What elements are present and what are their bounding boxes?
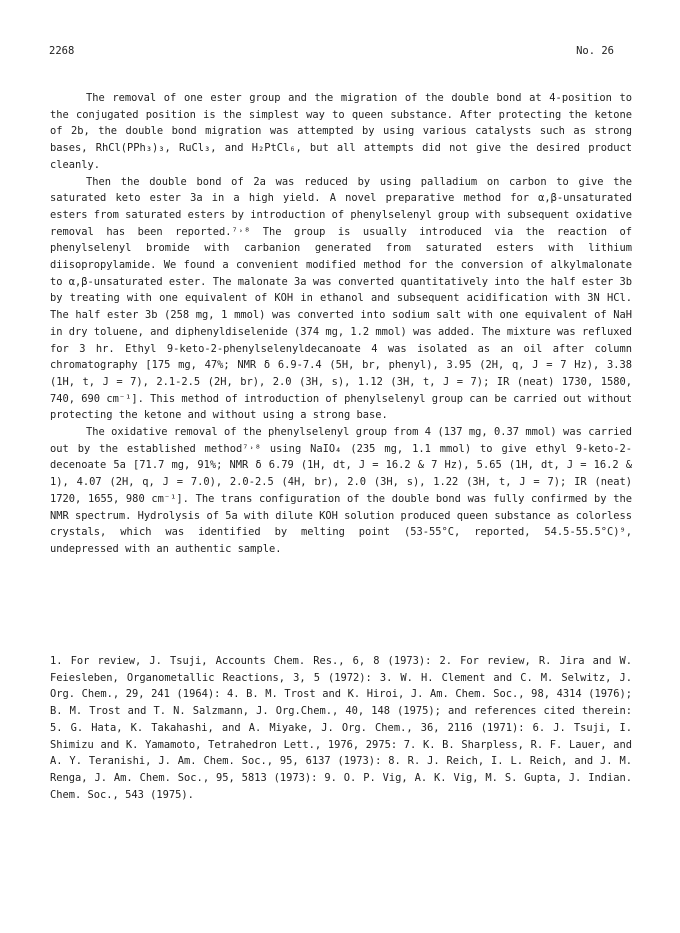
reference-list: 1. For review, J. Tsuji, Accounts Chem. Res., 6, 8 (1973): 2. For review, R. Jira and W. Feiesleben, Organometallic Reactions, 3, 5 (1972): 3. W. H. Clement and C. M. Selwitz, J. Org. Chem., 29, 241 (1964): 4. B. M. Trost and K. Hiroi, J. Am. Chem. Soc., 98, 4314 (1976); B. M. Trost and T. N. Salzmann, J. Org.Chem., 40, 148 (1975); and references cited therein: 5. G. Hata, K. Takahashi, and A. Miyake, J. Org. Chem., 36, 2116 (1971): 6. J. Tsuji, I. Shimizu and K. Yamamoto, Tetrahedron Lett., 1976, 2975: 7. K. B. Sharpless, R. F. Lauer, and A. Y. Teranishi, J. Am. Chem. Soc., 95, 6137 (1973): 8. R. J. Reich, I. L. Reich, and J. M. Renga, J. Am. Chem. Soc., 95, 5813 (1973): 9. O. P. Vig, A. K. Vig, M. S. Gupta, J. Indian. Chem. Soc., 543 (1975).	[50, 655, 632, 801]
paragraph-2: Then the double bond of 2a was reduced by using palladium on carbon to give the saturated keto ester 3a in a high yield. A novel preparative method for α,β-unsaturated esters from saturated esters by introduction of phenylselenyl group with subsequent oxidative removal has been reported.⁷˒⁸ The group is usually introduced via the reaction of phenylselenyl bromide with carbanion generated from saturated esters with lithium diisopropylamide. We found a convenient modified method for the conversion of alkylmalonate to α,β-unsaturated ester. The malonate 3a was converted quantitatively into the half ester 3b by treating with one equivalent of KOH in ethanol and subsequent acidification with 3N HCl. The half ester 3b (258 mg, 1 mmol) was converted into sodium salt with one equivalent of NaH in dry toluene, and diphenyldiselenide (374 mg, 1.2 mmol) was added. The mixture was refluxed for 3 hr. Ethyl 9-keto-2-phenylselenyldecanoate 4 was isolated as an oil after column chromatography [175 mg, 47%; NMR δ 6.9-7.4 (5H, br, phenyl), 3.95 (2H, q, J = 7 Hz), 3.38 (1H, t, J = 7), 2.1-2.5 (2H, br), 2.0 (3H, s), 1.12 (3H, t, J = 7); IR (neat) 1730, 1580, 740, 690 cm⁻¹]. This method of introduction of phenylselenyl group can be carried out without protecting the ketone and without using a strong base.	[50, 175, 632, 422]
body-text	[50, 90, 632, 558]
references	[50, 653, 632, 803]
page-number: 2268	[49, 45, 75, 57]
issue-number: No. 26	[576, 45, 614, 57]
paragraph-1: The removal of one ester group and the migration of the double bond at 4-position to the conjugated position is the simplest way to queen substance. After protecting the ketone of 2b, the double bond migration was attempted by using various catalysts such as strong bases, RhCl(PPh₃)₃, RuCl₃, and H₂PtCl₆, but all attempts did not give the desired product cleanly.	[50, 92, 632, 171]
paragraph-3: The oxidative removal of the phenylselenyl group from 4 (137 mg, 0.37 mmol) was carried out by the established method⁷˒⁸ using NaIO₄ (235 mg, 1.1 mmol) to give ethyl 9-keto-2-decenoate 5a [71.7 mg, 91%; NMR δ 6.79 (1H, dt, J = 16.2 & 7 Hz), 5.65 (1H, dt, J = 16.2 & 1), 4.07 (2H, q, J = 7.0), 2.0-2.5 (4H, br), 2.0 (3H, s), 1.22 (3H, t, J = 7); IR (neat) 1720, 1655, 980 cm⁻¹]. The trans configuration of the double bond was fully confirmed by the NMR spectrum. Hydrolysis of 5a with dilute KOH solution produced queen substance as colorless crystals, which was identified by melting point (53-55°C, reported, 54.5-55.5°C)⁹, undepressed with an authentic sample.	[50, 426, 632, 555]
